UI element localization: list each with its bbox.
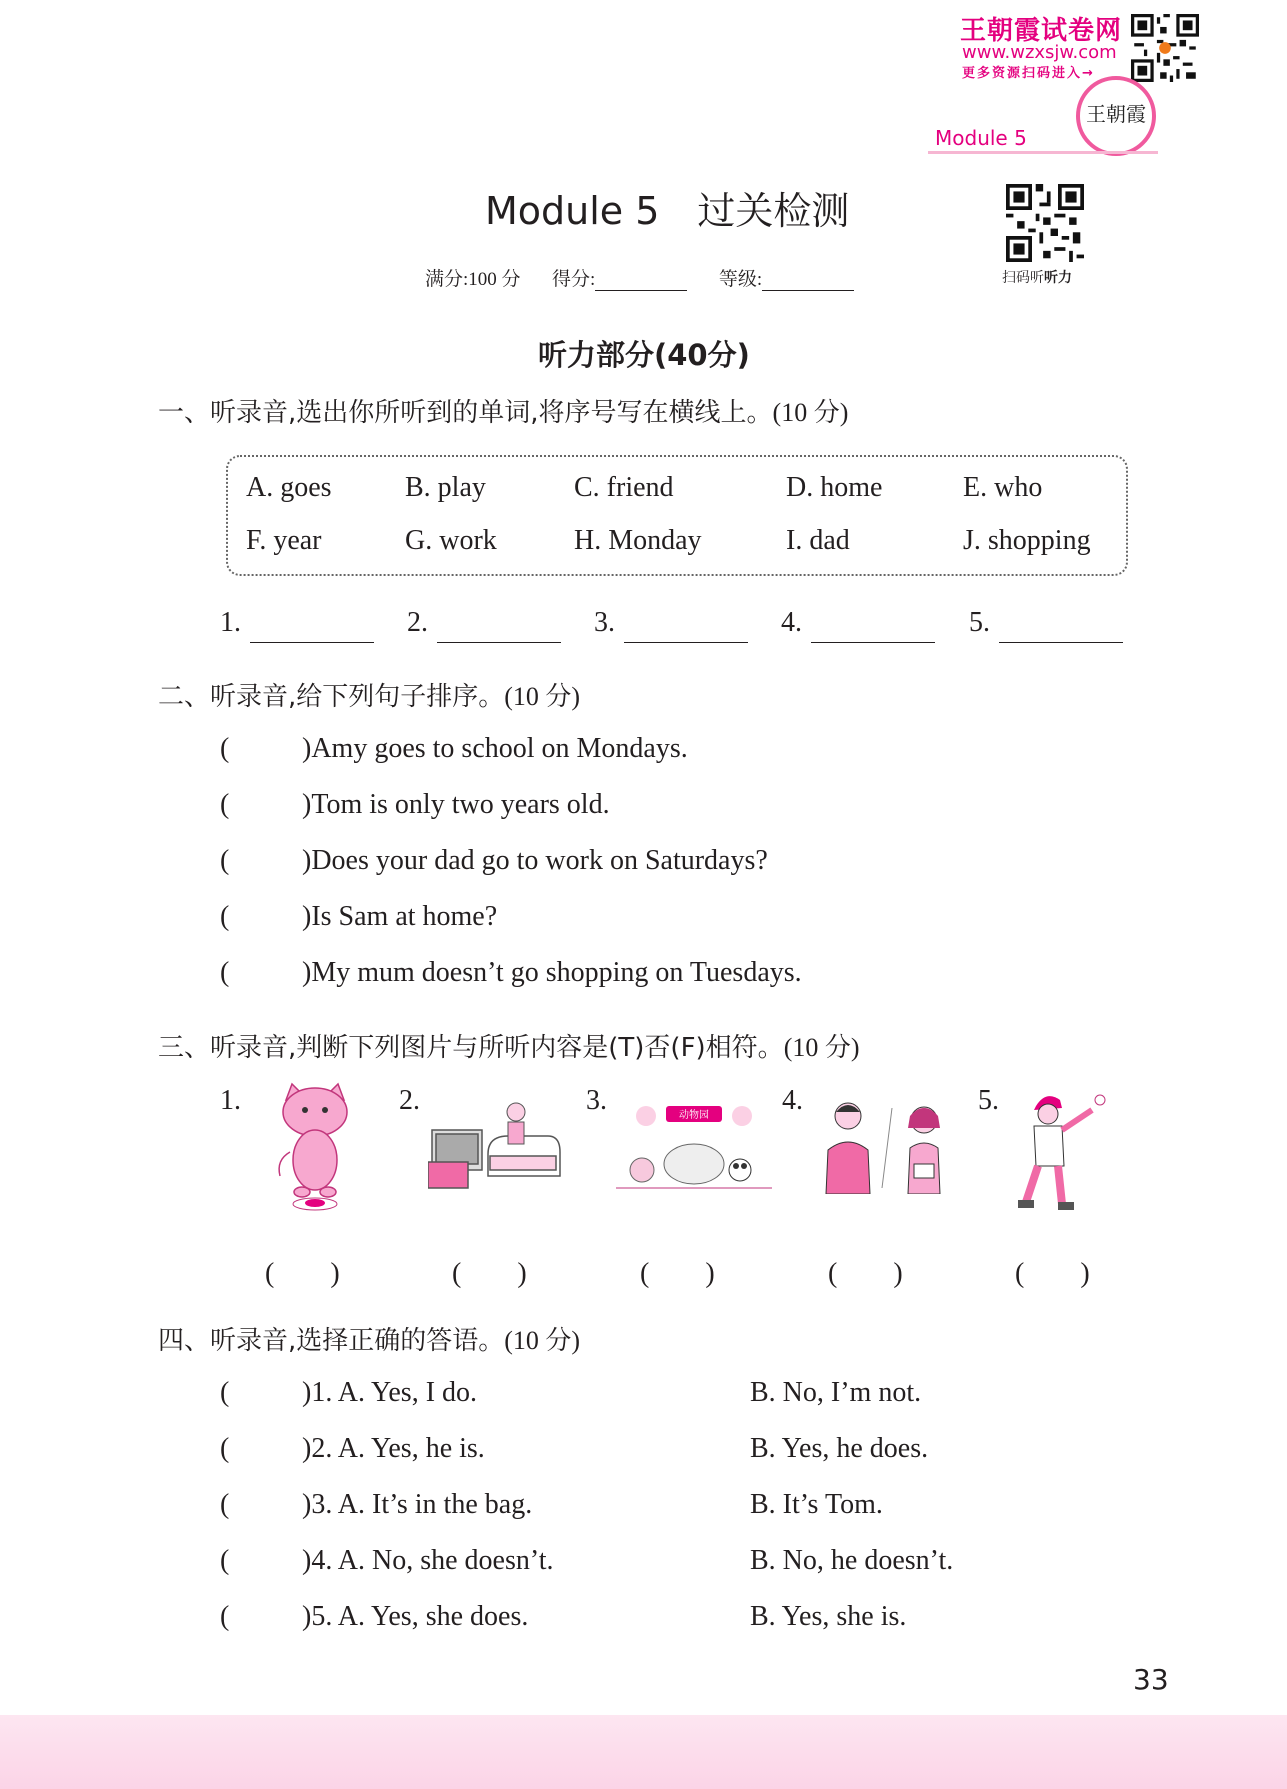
tf-answer-bracket[interactable]: ( ) — [640, 1258, 715, 1289]
module-tab: Module 5 — [935, 126, 1027, 150]
tf-answer-bracket[interactable]: ( ) — [828, 1258, 903, 1289]
score-blank[interactable] — [595, 272, 687, 291]
section2-heading — [158, 676, 580, 713]
sentence-text: )Does your dad go to work on Saturdays? — [302, 845, 768, 876]
section3-heading — [158, 1027, 860, 1064]
qr-code-icon[interactable] — [1131, 14, 1199, 82]
option-b: B. Yes, he does. — [750, 1433, 929, 1464]
answer-blank[interactable] — [999, 641, 1123, 643]
section4-heading — [158, 1320, 580, 1357]
tf-answer-bracket[interactable]: ( ) — [265, 1258, 340, 1289]
choice-paren[interactable]: ( — [220, 1545, 230, 1576]
score-label: 得分: — [552, 269, 596, 290]
option-a: )3. A. It’s in the bag. — [302, 1489, 533, 1520]
listening-part-heading: 听力部分(40分) — [538, 338, 750, 372]
score-line — [425, 264, 854, 291]
picture-number: 1. — [220, 1085, 241, 1116]
answer-number: 4. — [781, 607, 802, 638]
section1-heading — [158, 392, 848, 429]
sentence-text: )Tom is only two years old. — [302, 789, 610, 820]
section2-heading-text: 二、听录音,给下列句子排序。 — [158, 682, 505, 712]
word-option: A. goes — [246, 472, 332, 503]
choice-paren[interactable]: ( — [220, 1433, 230, 1464]
phone-call-picture — [818, 1098, 958, 1194]
option-b: B. It’s Tom. — [750, 1489, 883, 1520]
picture-number: 2. — [399, 1085, 420, 1116]
sentence-item — [220, 845, 768, 877]
bottom-band — [0, 1715, 1287, 1789]
section1-heading-text: 一、听录音,选出你所听到的单词,将序号写在横线上。 — [158, 398, 773, 428]
word-option: E. who — [963, 472, 1043, 503]
order-paren[interactable]: ( — [220, 957, 230, 988]
sentence-text: )Amy goes to school on Mondays. — [302, 733, 688, 764]
order-paren[interactable]: ( — [220, 901, 230, 932]
choice-paren[interactable]: ( — [220, 1601, 230, 1632]
word-option: B. play — [405, 472, 486, 503]
section2-points: (10 分) — [504, 682, 581, 711]
brand-seal — [1076, 76, 1156, 156]
answer-number: 3. — [594, 607, 615, 638]
brand-more: 更多资源扫码进入→ — [962, 66, 1095, 81]
grade-label: 等级: — [718, 269, 763, 290]
qr-caption — [1002, 267, 1072, 287]
answer-blank[interactable] — [437, 641, 561, 643]
answer-blank[interactable] — [250, 641, 374, 643]
sentence-item — [220, 957, 802, 989]
option-b: B. No, he doesn’t. — [750, 1545, 954, 1576]
listening-qr-code-icon[interactable] — [1006, 184, 1084, 262]
choice-paren[interactable]: ( — [220, 1489, 230, 1520]
section1-points: (10 分) — [772, 398, 849, 427]
order-paren[interactable]: ( — [220, 789, 230, 820]
picture-number: 4. — [782, 1085, 803, 1116]
option-a: )2. A. Yes, he is. — [302, 1433, 485, 1464]
word-option: J. shopping — [963, 525, 1091, 556]
choice-paren[interactable]: ( — [220, 1377, 230, 1408]
word-option: I. dad — [786, 525, 850, 556]
sentence-text: )My mum doesn’t go shopping on Tuesdays. — [302, 957, 802, 988]
full-score: 满分:100 分 — [425, 269, 521, 290]
page-title: Module 5 过关检测 — [485, 189, 850, 233]
sentence-item — [220, 901, 497, 933]
option-a: )5. A. Yes, she does. — [302, 1601, 529, 1632]
brand-name: 王朝霞试卷网 — [960, 16, 1123, 46]
answer-blank[interactable] — [624, 641, 748, 643]
picture-number: 3. — [586, 1085, 607, 1116]
sentence-item — [220, 789, 610, 821]
grade-blank[interactable] — [762, 272, 854, 291]
section3-heading-text: 三、听录音,判断下列图片与所听内容是(T)否(F)相符。 — [158, 1033, 784, 1063]
qr-caption-a: 扫码听 — [1002, 270, 1044, 286]
option-b: B. No, I’m not. — [750, 1377, 922, 1408]
zoo-sign-text: 动物园 — [679, 1110, 709, 1121]
answer-number: 1. — [220, 607, 241, 638]
choice-item — [220, 1433, 485, 1465]
answer-blank[interactable] — [811, 641, 935, 643]
answer-number: 5. — [969, 607, 990, 638]
baseball-player-picture — [1012, 1086, 1108, 1216]
section4-heading-text: 四、听录音,选择正确的答语。 — [158, 1326, 505, 1356]
sofa-tv-picture — [428, 1096, 562, 1192]
choice-item — [220, 1545, 553, 1577]
qr-caption-b: 听力 — [1044, 270, 1072, 286]
choice-item — [220, 1377, 477, 1409]
order-paren[interactable]: ( — [220, 733, 230, 764]
tf-answer-bracket[interactable]: ( ) — [452, 1258, 527, 1289]
word-option: F. year — [246, 525, 322, 556]
option-b: B. Yes, she is. — [750, 1601, 907, 1632]
word-option: G. work — [405, 525, 497, 556]
page-number: 33 — [1133, 1663, 1169, 1696]
answer-number: 2. — [407, 607, 428, 638]
zoo-picture — [612, 1096, 776, 1194]
word-option: H. Monday — [574, 525, 702, 556]
section3-points: (10 分) — [783, 1033, 860, 1062]
tf-answer-bracket[interactable]: ( ) — [1015, 1258, 1090, 1289]
brand-url[interactable]: www.wzxsjw.com — [962, 42, 1117, 63]
sentence-item — [220, 733, 688, 765]
order-paren[interactable]: ( — [220, 845, 230, 876]
choice-item — [220, 1601, 528, 1633]
cat-picture — [268, 1080, 362, 1216]
option-a: )4. A. No, she doesn’t. — [302, 1545, 554, 1576]
seal-text: 王朝霞 — [1086, 104, 1146, 126]
word-option: D. home — [786, 472, 883, 503]
picture-number: 5. — [978, 1085, 999, 1116]
word-option: C. friend — [574, 472, 674, 503]
option-a: )1. A. Yes, I do. — [302, 1377, 478, 1408]
sentence-text: )Is Sam at home? — [302, 901, 498, 932]
module-tab-underline — [928, 151, 1158, 154]
choice-item — [220, 1489, 532, 1521]
section4-points: (10 分) — [504, 1326, 581, 1355]
